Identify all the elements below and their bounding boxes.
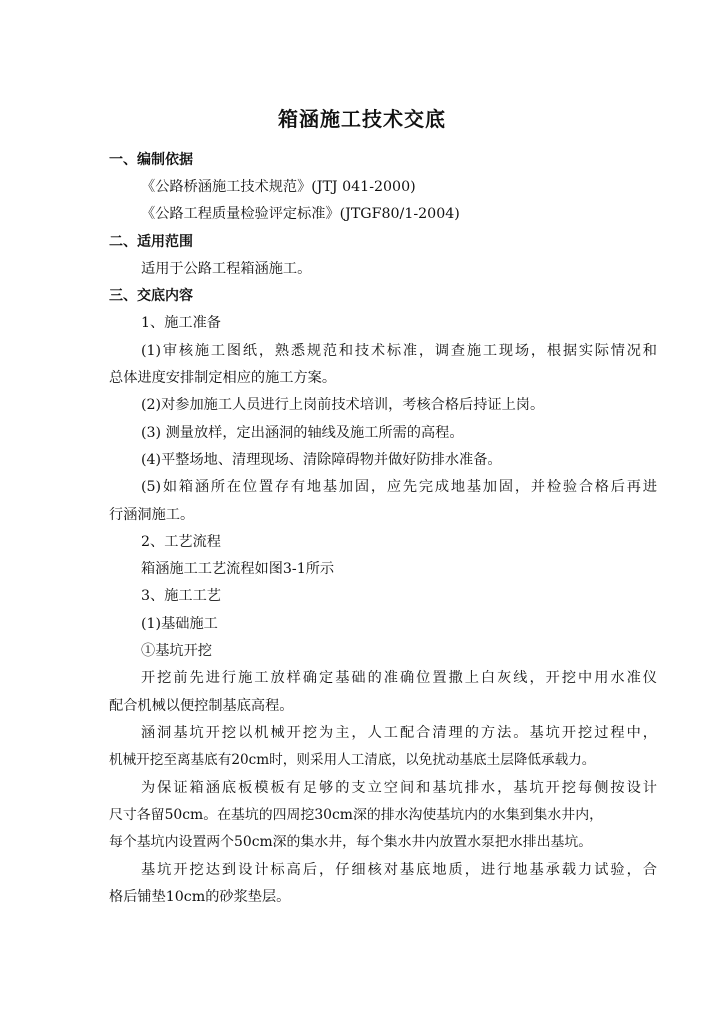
reference-line: 《公路工程质量检验评定标准》(JTGF80/1-2004) <box>141 206 460 222</box>
subsection-heading: 3、施工工艺 <box>141 588 221 604</box>
document-title: 箱涵施工技术交底 <box>278 107 446 131</box>
paragraph-line: 基坑开挖达到设计标高后，仔细核对基底地质，进行地基承载力试验，合 <box>141 862 657 878</box>
paragraph-line: 机械开挖至离基底有20cm时，则采用人工清底，以免扰动基底土层降低承载力。 <box>109 752 596 768</box>
paragraph-line: 涵洞基坑开挖以机械开挖为主，人工配合清理的方法。基坑开挖过程中， <box>141 725 657 741</box>
paragraph-line: (3) 测量放样，定出涵洞的轴线及施工所需的高程。 <box>141 425 464 441</box>
section-heading-basis: 一、编制依据 <box>109 152 193 168</box>
subsection-heading: 1、施工准备 <box>141 315 221 331</box>
paragraph-line: 总体进度安排制定相应的施工方案。 <box>109 370 337 386</box>
paragraph-line: (4)平整场地、清理现场、清除障碍物并做好防排水准备。 <box>141 452 502 468</box>
paragraph-line: 箱涵施工工艺流程如图3-1所示 <box>141 561 335 577</box>
paragraph-line: 配合机械以便控制基底高程。 <box>109 698 294 714</box>
section-heading-scope: 二、适用范围 <box>109 234 193 250</box>
paragraph-line: 尺寸各留50cm。在基坑的四周挖30cm深的排水沟使基坑内的水集到集水井内， <box>109 807 603 823</box>
scope-text: 适用于公路工程箱涵施工。 <box>141 261 312 277</box>
paragraph-line: (5)如箱涵所在位置存有地基加固，应先完成地基加固，并检验合格后再进 <box>141 479 657 495</box>
subsection-heading: ①基坑开挖 <box>141 643 212 659</box>
paragraph-line: 开挖前先进行施工放样确定基础的准确位置撒上白灰线，开挖中用水准仪 <box>141 670 657 686</box>
paragraph-line: 格后铺垫10cm的砂浆垫层。 <box>109 889 291 905</box>
reference-line: 《公路桥涵施工技术规范》(JTJ 041-2000) <box>141 179 416 195</box>
subsection-heading: (1)基础施工 <box>141 616 218 632</box>
paragraph-line: (2)对参加施工人员进行上岗前技术培训，考核合格后持证上岗。 <box>141 397 545 413</box>
paragraph-line: 行涵洞施工。 <box>109 507 195 523</box>
subsection-heading: 2、工艺流程 <box>141 534 221 550</box>
section-heading-content: 三、交底内容 <box>109 288 193 304</box>
paragraph-line: 为保证箱涵底板模板有足够的支立空间和基坑排水，基坑开挖每侧按设计 <box>141 780 657 796</box>
paragraph-line: 每个基坑内设置两个50cm深的集水井，每个集水井内放置水泵把水排出基坑。 <box>109 834 593 850</box>
paragraph-line: (1)审核施工图纸，熟悉规范和技术标准，调查施工现场，根据实际情况和 <box>141 343 657 359</box>
